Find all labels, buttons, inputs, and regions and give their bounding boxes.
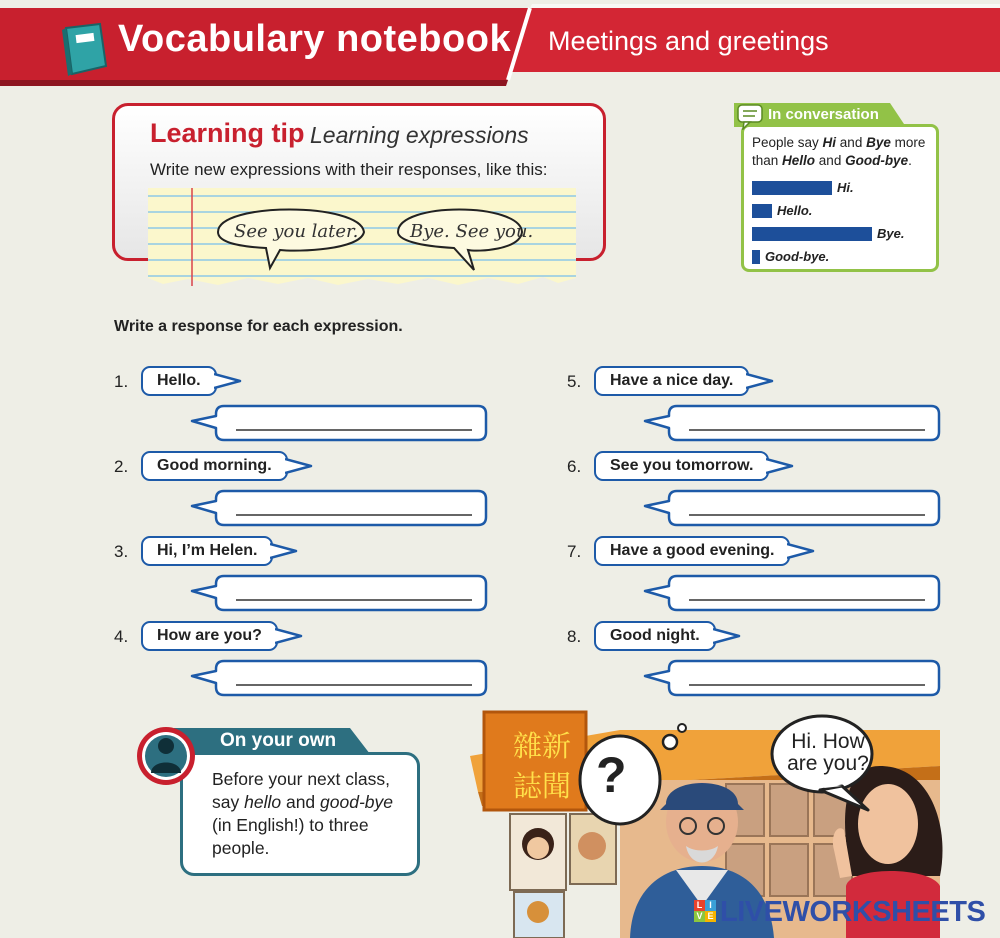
response-bubble[interactable] — [643, 489, 943, 527]
item-number: 8. — [567, 627, 582, 646]
prompt-tail — [713, 621, 743, 651]
prompt-bubble — [594, 451, 796, 481]
response-bubble[interactable] — [190, 659, 490, 697]
learning-tip-instruction: Write new expressions with their responses, like this: — [150, 160, 548, 179]
prompt-tail — [787, 536, 817, 566]
response-bubble[interactable] — [190, 489, 490, 527]
on-your-own-title: On your own — [220, 730, 337, 751]
prompt-box — [594, 366, 749, 396]
example-response: Bye. See you. — [410, 221, 534, 242]
prompt-box — [141, 451, 288, 481]
item-number: 4. — [114, 627, 129, 646]
notebook-icon — [56, 22, 114, 80]
question-mark: ? — [596, 747, 627, 803]
prompt-bubble — [594, 536, 817, 566]
prompt-bubble — [594, 366, 776, 396]
prompt-tail — [285, 451, 315, 481]
bar-hi — [752, 181, 832, 195]
speech-bubble-icon — [737, 104, 765, 130]
prompt-text: Hi, I’m Helen. — [157, 542, 258, 559]
prompt-text: Hello. — [157, 372, 201, 389]
learning-tip-title: Learning tip — [150, 118, 305, 148]
item-number: 7. — [567, 542, 582, 561]
prompt-box — [141, 536, 273, 566]
prompt-box — [594, 621, 716, 651]
bar-good-bye — [752, 250, 760, 264]
liveworksheets-logo: L I V E — [694, 900, 716, 922]
item-number: 3. — [114, 542, 129, 561]
bar-row — [752, 245, 937, 268]
prompt-tail — [275, 621, 305, 651]
in-conversation-label: In conversation — [768, 106, 879, 123]
prompt-tail — [270, 536, 300, 566]
prompt-box — [141, 621, 278, 651]
bar-label: Bye. — [877, 226, 905, 241]
liveworksheets-watermark: LIVEWORKSHEETS — [720, 896, 986, 928]
prompt-box — [594, 536, 790, 566]
bar-label: Good-bye. — [765, 249, 830, 264]
prompt-box — [141, 366, 217, 396]
example-expression: See you later. — [234, 221, 359, 242]
prompt-tail — [214, 366, 244, 396]
on-your-own-text: Before your next class, say hello and good-bye (in English!) to three people. — [212, 769, 394, 858]
speech-text: Hi. How are you? — [787, 730, 869, 775]
item-number: 2. — [114, 457, 129, 476]
prompt-text: Have a nice day. — [610, 372, 734, 389]
prompt-tail — [746, 366, 776, 396]
bar-hello — [752, 204, 772, 218]
conversation-text: People say Hi and Bye more than Hello and Good-bye. — [752, 135, 926, 168]
bar-bye — [752, 227, 872, 241]
learning-tip-subtitle: Learning expressions — [310, 122, 529, 148]
prompt-bubble — [141, 451, 315, 481]
page-title: Vocabulary notebook — [118, 18, 512, 60]
prompt-text: Have a good evening. — [610, 542, 775, 559]
bar-label: Hi. — [837, 180, 854, 195]
response-bubble[interactable] — [643, 404, 943, 442]
prompt-text: See you tomorrow. — [610, 457, 754, 474]
bar-label: Hello. — [777, 203, 813, 218]
response-bubble[interactable] — [190, 574, 490, 612]
newsstand-sign: 雜新誌聞 — [512, 729, 572, 803]
response-bubble[interactable] — [643, 574, 943, 612]
item-number: 5. — [567, 372, 582, 391]
prompt-bubble — [141, 536, 300, 566]
prompt-tail — [766, 451, 796, 481]
bar-row — [752, 222, 937, 245]
prompt-text: Good night. — [610, 627, 700, 644]
item-number: 1. — [114, 372, 129, 391]
person-icon — [149, 735, 183, 777]
prompt-bubble — [594, 621, 743, 651]
prompt-bubble — [141, 621, 305, 651]
prompt-text: How are you? — [157, 627, 262, 644]
prompt-box — [594, 451, 769, 481]
exercise-instruction: Write a response for each expression. — [114, 318, 403, 335]
prompt-bubble — [141, 366, 244, 396]
response-bubble[interactable] — [643, 659, 943, 697]
page-subtitle: Meetings and greetings — [548, 26, 829, 56]
frequency-chart — [752, 176, 937, 268]
bar-row — [752, 176, 937, 199]
prompt-text: Good morning. — [157, 457, 272, 474]
bar-row — [752, 199, 937, 222]
response-bubble[interactable] — [190, 404, 490, 442]
item-number: 6. — [567, 457, 582, 476]
